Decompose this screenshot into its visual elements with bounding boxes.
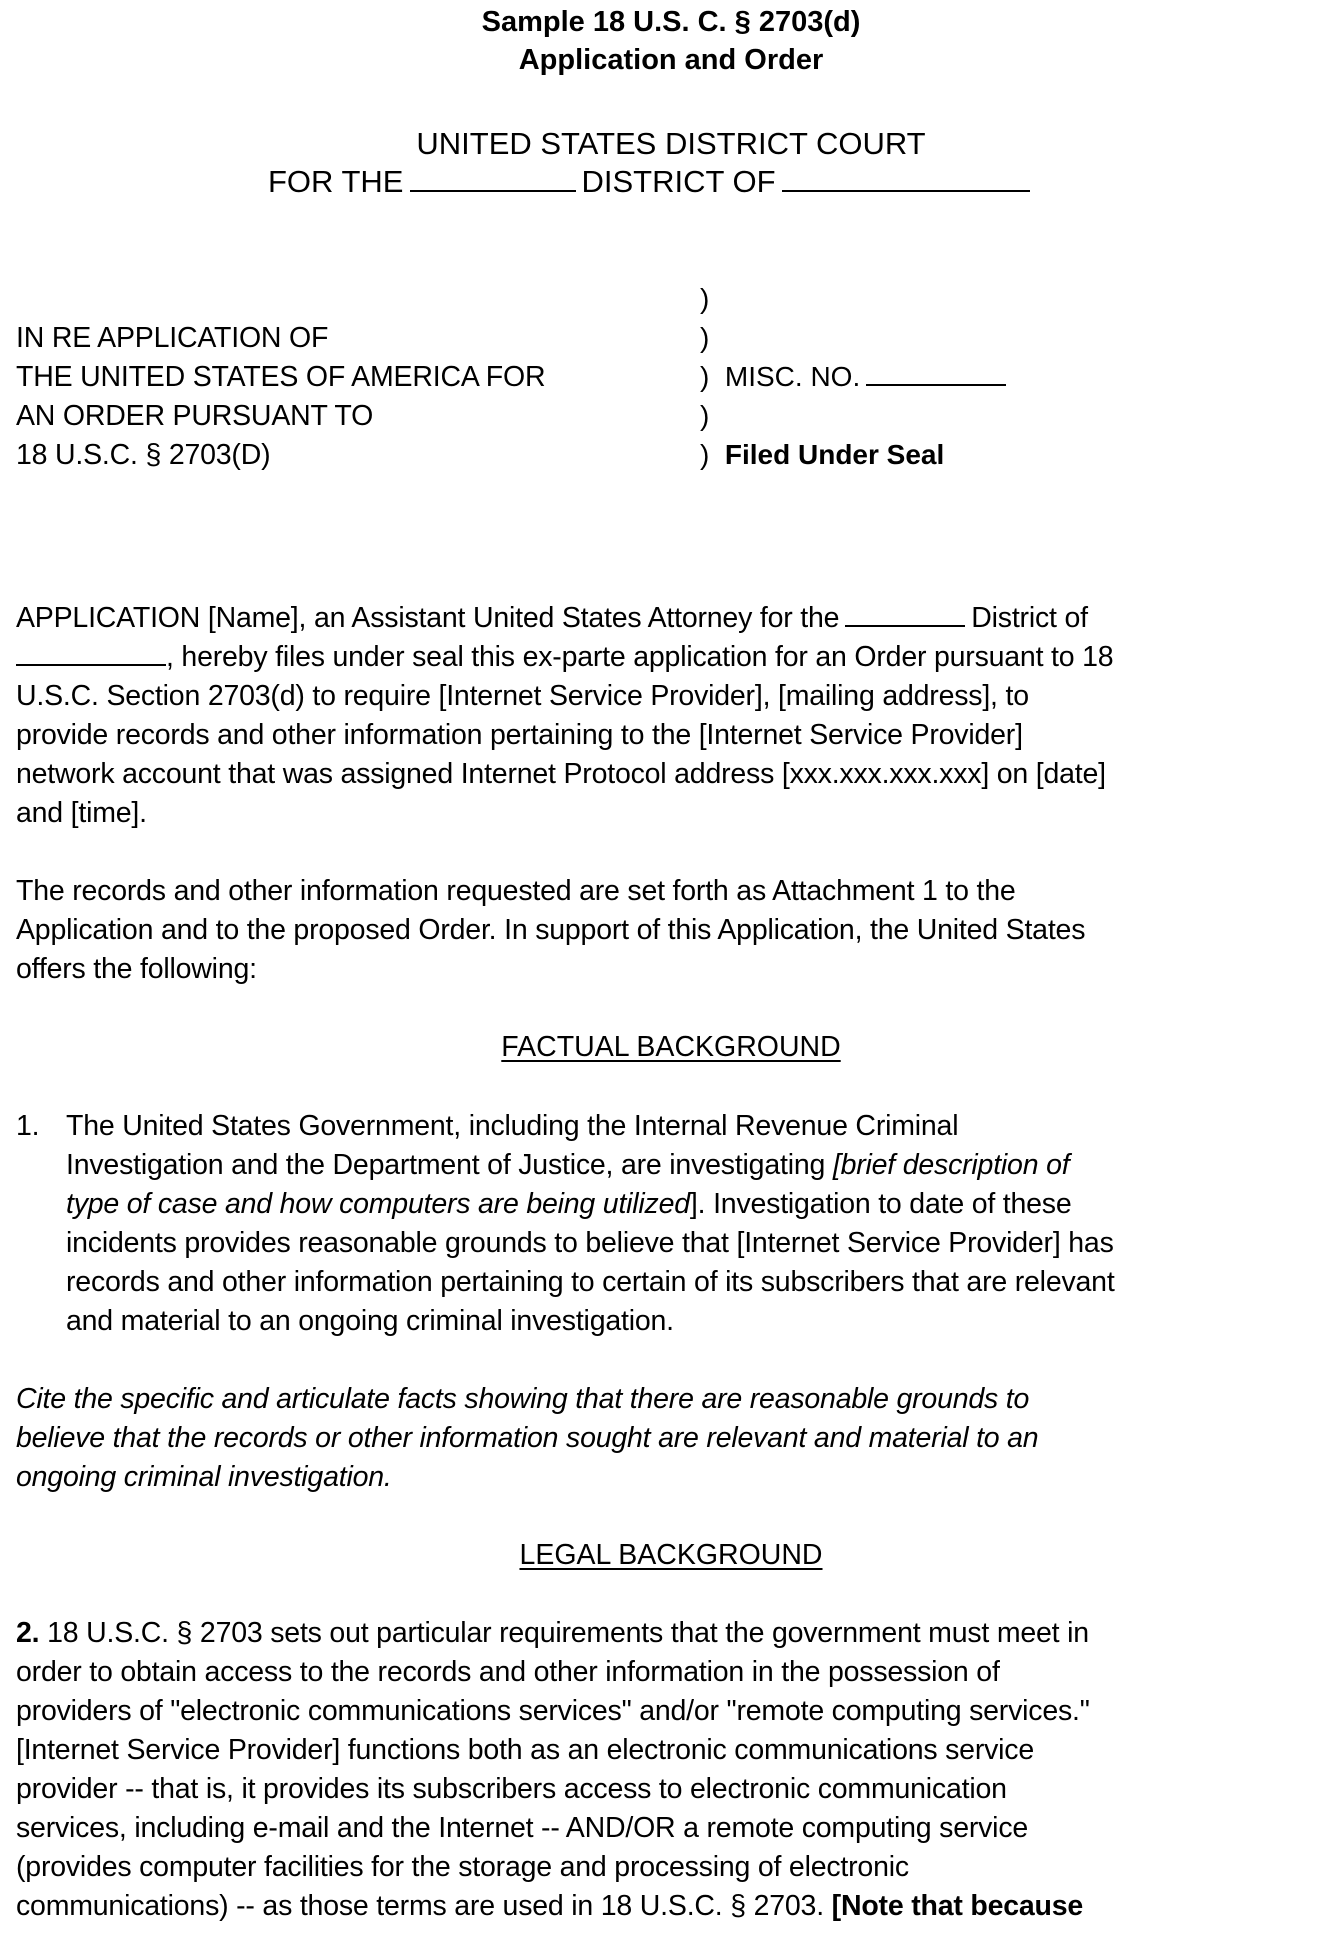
factual-background-heading: FACTUAL BACKGROUND [501, 1031, 841, 1063]
document-title-line2: Application and Order [518, 44, 824, 76]
caption-paren: ) [700, 322, 710, 353]
records-line: Application and to the proposed Order. In support of this Application, the United States [16, 914, 1086, 946]
factual-line: and material to an ongoing criminal investigation. [66, 1305, 674, 1337]
legal-background-heading: LEGAL BACKGROUND [519, 1539, 823, 1571]
factual-line: records and other information pertaining to certain of its subscribers that are relevant [66, 1266, 1115, 1298]
factual-line: The United States Government, including the Internal Revenue Criminal [66, 1110, 959, 1142]
instruction-line: ongoing criminal investigation. [16, 1461, 392, 1493]
item-number: 2. [16, 1617, 40, 1649]
state-blank[interactable] [782, 189, 1030, 192]
application-line: APPLICATION [Name], an Assistant United States Attorney for the District of [16, 602, 1088, 634]
application-line: , hereby files under seal this ex-parte application for an Order pursuant to 18 [16, 641, 1113, 674]
legal-line: providers of "electronic communications services" and/or "remote computing services." [16, 1695, 1090, 1727]
filed-under-seal-label: Filed Under Seal [724, 439, 945, 470]
instruction-line: Cite the specific and articulate facts showing that there are reasonable grounds to [16, 1383, 1030, 1415]
records-line: The records and other information requested are set forth as Attachment 1 to the [16, 875, 1016, 907]
legal-line: 2. 18 U.S.C. § 2703 sets out particular requirements that the government must meet in [16, 1617, 1089, 1649]
application-line: provide records and other information pertaining to the [Internet Service Provider] [16, 719, 1023, 751]
legal-line: order to obtain access to the records and other information in the possession of [16, 1656, 1000, 1688]
misc-no-blank[interactable] [866, 383, 1006, 386]
factual-line: type of case and how computers are being utilized]. Investigation to date of these [66, 1188, 1072, 1220]
caption-misc-line: ) MISC. NO. [700, 361, 1012, 393]
caption-paren: ) [700, 283, 710, 314]
state-blank-2[interactable] [16, 663, 166, 666]
application-line: network account that was assigned Internet Protocol address [xxx.xxx.xxx.xxx] on [date] [16, 758, 1106, 790]
district-of-label: DISTRICT OF [581, 164, 776, 199]
instruction-line: believe that the records or other information sought are relevant and material to an [16, 1422, 1039, 1454]
caption-line: IN RE APPLICATION OF [16, 322, 329, 354]
caption-paren: ) [700, 400, 710, 431]
district-blank-2[interactable] [845, 624, 965, 627]
legal-line: (provides computer facilities for the storage and processing of electronic [16, 1851, 909, 1883]
caption-line: AN ORDER PURSUANT TO [16, 400, 374, 432]
court-name: UNITED STATES DISTRICT COURT [416, 126, 926, 161]
factual-line: Investigation and the Department of Justice, are investigating [brief description of [66, 1149, 1070, 1181]
records-line: offers the following: [16, 953, 257, 985]
court-district-line [268, 164, 1036, 200]
item-number: 1. [16, 1110, 40, 1142]
caption-seal-line: ) Filed Under Seal [700, 439, 945, 470]
document-title-line1: Sample 18 U.S. C. § 2703(d) [481, 6, 861, 38]
legal-line: services, including e-mail and the Internet -- AND/OR a remote computing service [16, 1812, 1029, 1844]
district-blank[interactable] [410, 189, 576, 192]
factual-line: incidents provides reasonable grounds to believe that [Internet Service Provider] has [66, 1227, 1114, 1259]
misc-no-label: MISC. NO. [724, 361, 861, 392]
legal-line: [Internet Service Provider] functions both as an electronic communications service [16, 1734, 1035, 1766]
application-line: U.S.C. Section 2703(d) to require [Internet Service Provider], [mailing address], to [16, 680, 1029, 712]
caption-line: THE UNITED STATES OF AMERICA FOR [16, 361, 546, 393]
for-the-label: FOR THE [268, 164, 404, 199]
caption-line: 18 U.S.C. § 2703(D) [16, 439, 271, 471]
application-line: and [time]. [16, 797, 147, 829]
legal-line: communications) -- as those terms are used in 18 U.S.C. § 2703. [Note that because [16, 1890, 1084, 1922]
legal-line: provider -- that is, it provides its subscribers access to electronic communication [16, 1773, 1007, 1805]
